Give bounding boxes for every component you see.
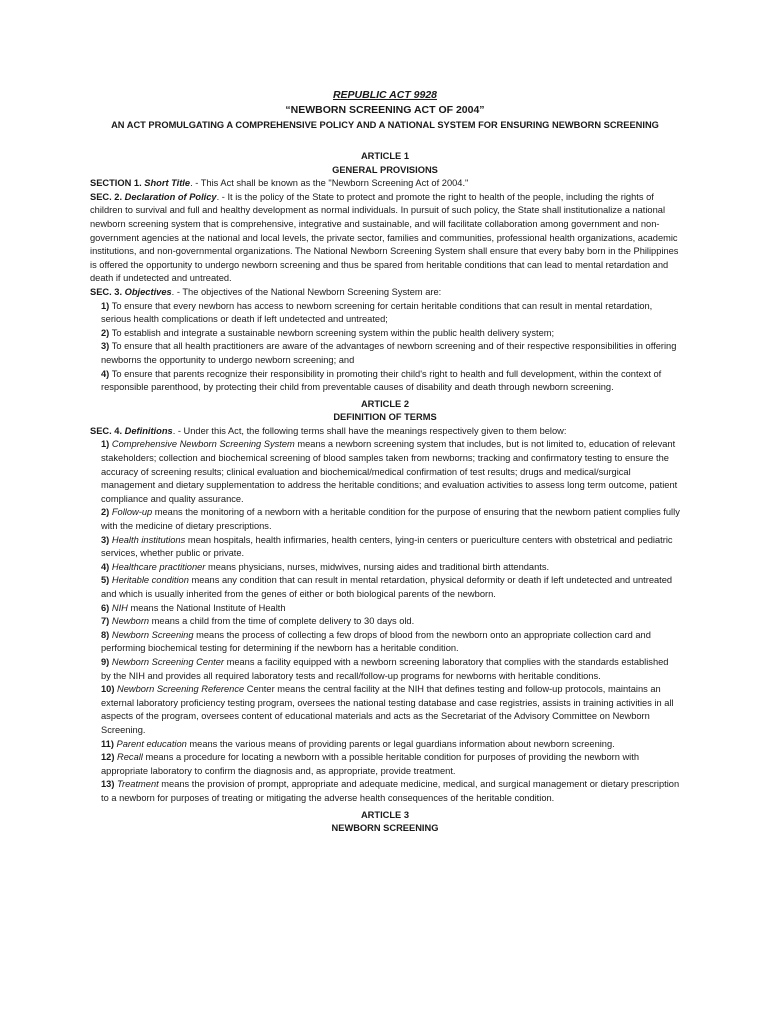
objective-item	[90, 340, 680, 367]
defined-term: Newborn	[111, 616, 150, 627]
section-4-name: Definitions	[124, 425, 173, 436]
item-text: To ensure that every newborn has access to newborn screening for certain heritable conditions that can result in mental retardation, serious health complications or death if left undetected and untreated;	[101, 300, 653, 325]
section-4-text: . - Under this Act, the following terms shall have the meanings respectively given to them below:	[172, 425, 567, 436]
item-number: 6)	[101, 602, 110, 613]
defined-term: NIH	[111, 602, 128, 613]
definition-item	[90, 561, 680, 575]
item-text: Center means the central facility at the NIH that defines testing and follow-up protocols, maintains an external laboratory proficiency testing program, oversees the national testing database and case registries, assists in training activities in all aspects of the program, oversees content of educational materials and acts as the Secretariat of the Advisory Committee on Newborn Screening.	[101, 684, 674, 735]
item-number: 11)	[101, 738, 114, 749]
section-4-label: SEC. 4.	[90, 425, 123, 436]
item-text: To ensure that all health practitioners are aware of the advantages of newborn screening and of their respective responsibilities in offering newborns the opportunity to undergo newborn screening; and	[101, 341, 677, 365]
item-text: means the various means of providing parents or legal guardians information about newborn screening.	[186, 738, 615, 749]
act-short-name: “NEWBORN SCREENING ACT OF 2004”	[285, 104, 485, 116]
section-1-label: SECTION 1.	[90, 178, 142, 189]
item-number: 2)	[101, 507, 110, 518]
definition-item	[90, 656, 680, 683]
defined-term: Follow-up	[111, 507, 153, 518]
definition-item	[90, 506, 680, 533]
item-number: 13)	[101, 779, 115, 790]
defined-term: Recall	[117, 752, 143, 763]
section-4	[90, 425, 680, 439]
objectives-list	[90, 300, 680, 395]
item-number: 9)	[101, 656, 110, 667]
section-2-text: . - It is the policy of the State to protect and promote the right to health of the people, including the rights of children to survival and full and healthy development as normal individuals. In pursuit of such policy, the State shall institutionalize a national newborn screening system that is comprehensive, integrative and sustainable, and will facilitate collaboration among government and non-government agencies at the national and local levels, the private sector, families and communities, professional health organizations, academic institutions, and non-governmental organizations. The National Newborn Screening System shall ensure that every baby born in the Philippines is offered the opportunity to undergo newborn screening and thus be spared from heritable conditions that can lead to mental retardation and death if undetected and untreated.	[90, 191, 679, 284]
objective-item	[90, 368, 680, 395]
item-text: means a newborn screening system that includes, but is not limited to, education of relevant stakeholders; collection and biochemical screening of blood samples taken from newborns; tracking and confirmatory testing to ensure the accuracy of screening results; clinical evaluation and biochemical/medical confirmation of test results; drugs and medical/surgical management and dietary supplementation to address the heritable conditions; and evaluation activities to assess long term outcome, patient compliance and quality assurance.	[101, 439, 678, 504]
document-body	[90, 88, 680, 836]
definition-item	[90, 615, 680, 629]
section-3	[90, 286, 680, 300]
defined-term: Newborn Screening Reference	[117, 684, 245, 695]
item-text: means the National Institute of Health	[127, 602, 286, 613]
defined-term: Comprehensive Newborn Screening System	[111, 439, 295, 450]
definition-item	[90, 602, 680, 616]
article-3-name: NEWBORN SCREENING	[331, 823, 439, 834]
item-text: mean hospitals, health infirmaries, health centers, lying-in centers or puericulture centers with obstetrical and pediatric services, whether public or private.	[101, 534, 673, 559]
item-text: means the provision of prompt, appropriate and adequate medicine, medical, and surgical management or dietary prescription to a newborn for purposes of treating or mitigating the adverse health consequences of the heritable condition.	[101, 779, 680, 803]
definition-item	[90, 683, 680, 737]
section-1-name: Short Title	[144, 178, 191, 189]
item-text: means the process of collecting a few drops of blood from the newborn onto an appropriate collection card and performing biochemical testing for determining if the newborn has a heritable condition.	[101, 629, 651, 654]
item-number: 7)	[101, 616, 110, 627]
definition-item	[90, 574, 680, 601]
item-number: 4)	[101, 561, 110, 572]
item-text: means the monitoring of a newborn with a heritable condition for the purpose of ensuring that the newborn patient complies fully with the medicine of dietary prescriptions.	[101, 507, 680, 532]
item-text: To ensure that parents recognize their responsibility in promoting their child's right to health and full development, within the context of responsible parenthood, by protecting their child from preventable causes of disability and death through newborn screening.	[101, 368, 662, 393]
item-number: 3)	[101, 341, 110, 352]
section-2-label: SEC. 2.	[90, 191, 123, 202]
article-2-number: ARTICLE 2	[360, 398, 410, 409]
definitions-list	[90, 438, 680, 805]
item-number: 2)	[101, 327, 110, 338]
section-3-text: . - The objectives of the National Newborn Screening System are:	[171, 286, 442, 297]
item-number: 1)	[101, 439, 110, 450]
article-2-name: DEFINITION OF TERMS	[333, 412, 437, 423]
defined-term: Newborn Screening Center	[111, 656, 225, 667]
defined-term: Heritable condition	[111, 575, 189, 586]
section-1-text: . - This Act shall be known as the "Newborn Screening Act of 2004."	[190, 178, 469, 189]
article-1-number: ARTICLE 1	[360, 151, 410, 161]
article-3-number: ARTICLE 3	[360, 809, 410, 820]
item-number: 10)	[101, 684, 115, 695]
item-text: means a child from the time of complete delivery to 30 days old.	[149, 616, 415, 627]
item-number: 1)	[101, 300, 110, 311]
section-2-name: Declaration of Policy	[124, 191, 217, 202]
defined-term: Health institutions	[111, 534, 186, 545]
item-text: To establish and integrate a sustainable newborn screening system within the public health delivery system;	[111, 327, 555, 338]
item-text: means physicians, nurses, midwives, nursing aides and traditional birth attendants.	[205, 561, 550, 572]
item-number: 4)	[101, 368, 110, 379]
item-text: means any condition that can result in mental retardation, physical deformity or death if left undetected and untreated and which is usually inherited from the genes of either or both biological parents of the newborn.	[101, 575, 673, 599]
defined-term: Newborn Screening	[111, 629, 194, 640]
act-long-title: AN ACT PROMULGATING A COMPREHENSIVE POLICY AND A NATIONAL SYSTEM FOR ENSURING NEWBORN SCREENING	[111, 120, 659, 130]
defined-term: Healthcare practitioner	[111, 561, 206, 572]
defined-term: Parent education	[116, 738, 187, 749]
act-number: REPUBLIC ACT 9928	[332, 89, 438, 101]
item-number: 5)	[101, 575, 110, 586]
item-text: means a facility equipped with a newborn screening laboratory that complies with the standards established by the NIH and provides all required laboratory tests and recall/follow-up programs for newborns with heritable conditions.	[101, 656, 669, 681]
defined-term: Treatment	[117, 779, 159, 790]
item-text: means a procedure for locating a newborn with a possible heritable condition for purposes of providing the newborn with appropriate laboratory to confirm the diagnosis and, as appropriate, provide treatment.	[101, 752, 640, 776]
section-1	[90, 177, 680, 191]
objective-item	[90, 300, 680, 327]
definition-item	[90, 738, 680, 752]
item-number: 3)	[101, 534, 110, 545]
item-number: 8)	[101, 629, 110, 640]
section-3-label: SEC. 3.	[90, 286, 123, 297]
section-2	[90, 191, 680, 286]
definition-item	[90, 438, 680, 506]
definition-item	[90, 751, 680, 778]
definition-item	[90, 778, 680, 805]
section-3-name: Objectives	[124, 286, 172, 297]
article-1-name: GENERAL PROVISIONS	[332, 164, 438, 175]
definition-item	[90, 629, 680, 656]
objective-item	[90, 327, 680, 341]
definition-item	[90, 534, 680, 561]
item-number: 12)	[101, 752, 115, 763]
